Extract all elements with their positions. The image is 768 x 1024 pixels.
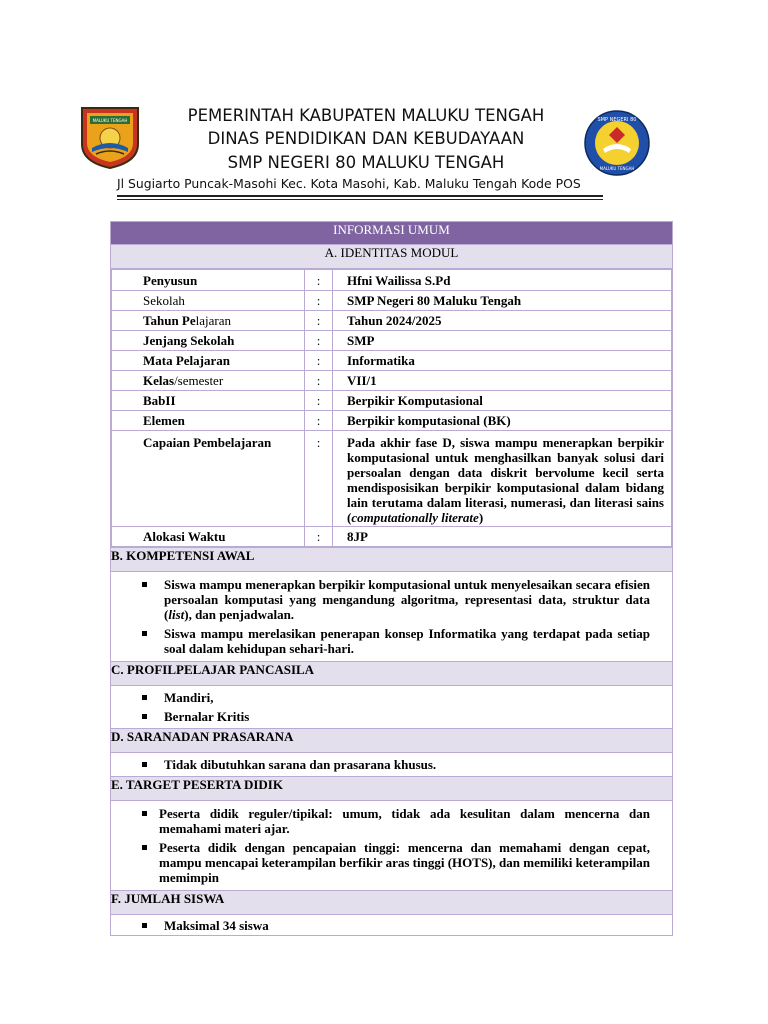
- identitas-header-row: [111, 245, 673, 269]
- letterhead-rule-thin: [117, 199, 603, 200]
- section-e-list: [111, 801, 672, 890]
- identitas-label: Kelas: [143, 373, 175, 388]
- section-c-header-row: [111, 662, 673, 686]
- general-info-header-row: [111, 222, 673, 245]
- identitas-colon: :: [305, 411, 333, 431]
- identitas-value: Tahun 2024/2025: [333, 311, 672, 331]
- identitas-value: Hfni Wailissa S.Pd: [333, 270, 672, 291]
- list-item: Bernalar Kritis: [164, 707, 650, 726]
- general-info-header: INFORMASI UMUM: [111, 222, 673, 245]
- identitas-value: 8JP: [333, 527, 672, 547]
- identitas-value: Berpikir komputasional (BK): [333, 411, 672, 431]
- section-f-title: F. JUMLAH SISWA: [111, 891, 673, 915]
- identitas-colon: :: [305, 291, 333, 311]
- identitas-value: VII/1: [333, 371, 672, 391]
- identitas-row: [112, 270, 672, 291]
- right-logo-text: SMP NEGERI 80: [597, 117, 637, 123]
- identitas-row: [112, 527, 672, 547]
- identitas-colon: :: [305, 431, 333, 527]
- identitas-row: [112, 331, 672, 351]
- section-d-header-row: [111, 729, 673, 753]
- section-f-header-row: [111, 891, 673, 915]
- capaian-pembelajaran-value: Pada akhir fase D, siswa mampu menerapkan berpikir komputasional untuk menghasilkan banyak solusi dari persoalan dengan data diskrit bervolume kecil serta mendisposisikan berpikir komputasional dalam bidang lain terutama dalam literasi, numerasi, dan literasi sains (computationally literate): [333, 431, 672, 527]
- identitas-label: BabII: [143, 393, 176, 408]
- list-item: Tidak dibutuhkan sarana dan prasarana khusus.: [164, 755, 650, 774]
- identitas-row: [112, 311, 672, 331]
- identitas-table: [111, 269, 672, 547]
- identitas-colon: :: [305, 311, 333, 331]
- list-item: Siswa mampu merelasikan penerapan konsep Informatika yang terdapat pada setiap soal dalam kehidupan sehari-hari.: [164, 626, 650, 656]
- identitas-header: A. IDENTITAS MODUL: [111, 245, 673, 269]
- letterhead-line-3: SMP NEGERI 80 MALUKU TENGAH: [227, 153, 505, 172]
- identitas-value: SMP: [333, 331, 672, 351]
- identitas-row: [112, 391, 672, 411]
- section-d-list: [111, 753, 672, 776]
- module-info-table: [110, 221, 673, 936]
- identitas-row: [112, 431, 672, 527]
- identitas-label: Capaian Pembelajaran: [143, 435, 272, 450]
- identitas-body-row: [111, 269, 673, 548]
- identitas-label-rest: Sekolah: [143, 293, 185, 308]
- identitas-label-rest: lajaran: [195, 313, 232, 328]
- letterhead-line-1: PEMERINTAH KABUPATEN MALUKU TENGAH: [187, 106, 545, 125]
- letterhead-rule-thick: [117, 195, 603, 197]
- section-c-title: C. PROFILPELAJAR PANCASILA: [111, 662, 673, 686]
- list-item: Maksimal 34 siswa: [164, 916, 650, 935]
- section-e-content-row: [111, 801, 673, 891]
- identitas-value: SMP Negeri 80 Maluku Tengah: [333, 291, 672, 311]
- identitas-colon: :: [305, 391, 333, 411]
- section-b-title: B. KOMPETENSI AWAL: [111, 548, 673, 572]
- list-item: Siswa mampu menerapkan berpikir komputasional untuk menyelesaikan secara efisien persoalan komputasi yang mengandung algoritma, representasi data, struktur data (list), dan penjadwalan.: [164, 577, 650, 622]
- identitas-label: Penyusun: [143, 273, 198, 288]
- identitas-value: Berpikir Komputasional: [333, 391, 672, 411]
- identitas-label: Mata Pelajaran: [143, 353, 231, 368]
- section-c-list: [111, 686, 672, 728]
- identitas-row: [112, 351, 672, 371]
- section-b-content-row: [111, 572, 673, 662]
- identitas-row: [112, 371, 672, 391]
- letterhead-address: Jl Sugiarto Puncak-Masohi Kec. Kota Masohi, Kab. Maluku Tengah Kode POS: [117, 176, 581, 191]
- section-b-header-row: [111, 548, 673, 572]
- section-b-list: [111, 572, 672, 661]
- school-emblem-logo: [583, 109, 651, 177]
- identitas-colon: :: [305, 371, 333, 391]
- identitas-label: Tahun Pe: [143, 313, 196, 328]
- identitas-label-rest: /semester: [174, 373, 224, 388]
- section-e-header-row: [111, 777, 673, 801]
- section-f-list: [111, 915, 672, 935]
- list-item: Peserta didik reguler/tipikal: umum, tidak ada kesulitan dalam mencerna dan memahami materi ajar.: [159, 806, 650, 836]
- identitas-value: Informatika: [333, 351, 672, 371]
- identitas-label: Alokasi Waktu: [143, 529, 226, 544]
- identitas-colon: :: [305, 331, 333, 351]
- section-d-title: D. SARANADAN PRASARANA: [111, 729, 673, 753]
- list-item: Mandiri,: [164, 688, 650, 707]
- letterhead-line-2: DINAS PENDIDIKAN DAN KEBUDAYAAN: [207, 129, 525, 148]
- right-logo-subtext: MALUKU TENGAH: [599, 166, 635, 171]
- identitas-label: Jenjang Sekolah: [143, 333, 235, 348]
- identitas-colon: :: [305, 527, 333, 547]
- section-c-content-row: [111, 686, 673, 729]
- identitas-colon: :: [305, 270, 333, 291]
- left-logo-text: MALUKU TENGAH: [92, 118, 128, 123]
- identitas-row: [112, 291, 672, 311]
- section-d-content-row: [111, 753, 673, 777]
- identitas-label: Elemen: [143, 413, 185, 428]
- identitas-colon: :: [305, 351, 333, 371]
- letterhead: [0, 0, 768, 205]
- section-f-content-row: [111, 915, 673, 936]
- list-item: Peserta didik dengan pencapaian tinggi: mencerna dan memahami dengan cepat, mampu mencapai keterampilan berfikir aras tinggi (HOTS), dan memiliki keterampilan memimpin: [159, 840, 650, 885]
- identitas-row: [112, 411, 672, 431]
- section-e-title: E. TARGET PESERTA DIDIK: [111, 777, 673, 801]
